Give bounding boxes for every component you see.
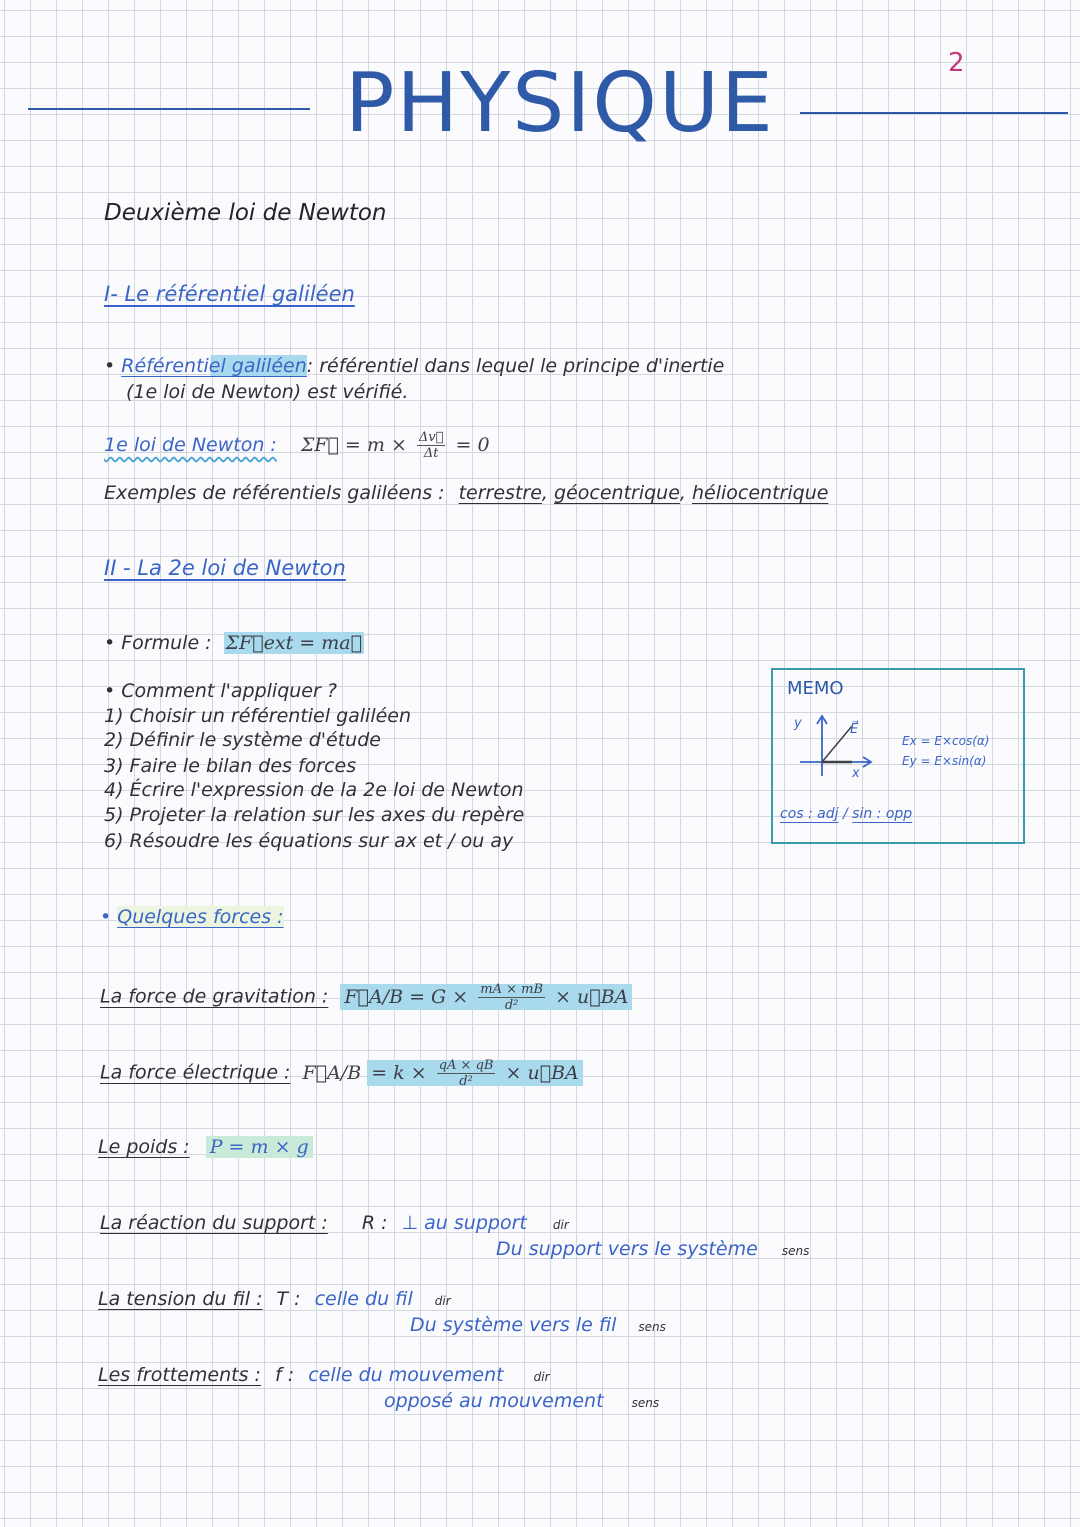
definition-line: • Référentiel galiléen: référentiel dans lequel le principe d'inertie <box>104 355 725 377</box>
electric-u: × u⃗BA <box>505 1061 579 1084</box>
first-law-fraction <box>417 430 446 461</box>
gravitation-den: d² <box>504 998 519 1013</box>
reaction-label: La réaction du support : <box>100 1212 328 1234</box>
weight-line <box>98 1136 313 1158</box>
tension-label: La tension du fil : <box>98 1288 263 1310</box>
tension-sense-line <box>410 1314 666 1336</box>
gravitation-u: × u⃗BA <box>555 985 629 1008</box>
title-rule-right <box>800 112 1068 114</box>
electric-k: = k × <box>371 1061 427 1084</box>
friction-label: Les frottements : <box>98 1364 261 1386</box>
electric-frac <box>437 1058 496 1089</box>
gravitation-lhs: F⃗A/B <box>344 985 404 1008</box>
friction-sense-line <box>384 1390 659 1412</box>
step-1: 1) Choisir un référentiel galiléen <box>104 705 412 727</box>
how-title-text: Comment l'appliquer ? <box>121 680 337 702</box>
reaction-dir: ⊥ au support <box>401 1212 527 1234</box>
example-heliocentrique: héliocentrique <box>692 482 829 504</box>
tension-dir: celle du fil <box>314 1288 413 1310</box>
gravitation-formula <box>340 982 632 1013</box>
friction-sense-tag: sens <box>631 1396 660 1410</box>
page-title: PHYSIQUE <box>345 56 775 151</box>
section2-heading: II - La 2e loi de Newton <box>104 556 346 580</box>
electric-label: La force électrique : <box>100 1061 291 1084</box>
reaction-symbol: R : <box>361 1212 388 1234</box>
electric-line <box>100 1058 583 1089</box>
step-5: 5) Projeter la relation sur les axes du repère <box>104 804 525 826</box>
title-rule-left <box>28 108 310 110</box>
tension-line <box>98 1288 451 1310</box>
memo-title: MEMO <box>787 678 844 699</box>
step-3: 3) Faire le bilan des forces <box>104 755 357 777</box>
first-law-line <box>104 430 490 461</box>
first-law-formula: ΣF⃗ = m × <box>300 434 407 456</box>
electric-den: d² <box>459 1074 473 1089</box>
first-law-label: 1e loi de Newton : <box>104 434 277 456</box>
memo-axes-diagram <box>790 712 880 778</box>
memo-trig: cos : adj / sin : opp <box>780 806 913 822</box>
reaction-sense: Du support vers le système <box>496 1238 758 1260</box>
examples-line: Exemples de référentiels galiléens : terrestre, géocentrique, héliocentrique <box>104 482 829 504</box>
friction-line <box>98 1364 550 1386</box>
electric-lhs: F⃗A/B <box>302 1061 362 1084</box>
reaction-dir-tag: dir <box>552 1218 569 1232</box>
memo-sin: sin : opp <box>852 806 913 822</box>
gravitation-num: mA × mB <box>480 982 544 997</box>
gravitation-line <box>100 982 632 1013</box>
memo-ex: Ex = E×cos(α) <box>902 734 990 748</box>
friction-symbol: f : <box>275 1364 295 1386</box>
formula-label: Formule : <box>121 632 212 654</box>
weight-label: Le poids : <box>98 1136 190 1158</box>
friction-sense: opposé au mouvement <box>384 1390 604 1412</box>
friction-dir-tag: dir <box>533 1370 550 1384</box>
reaction-sense-tag: sens <box>781 1244 810 1258</box>
example-terrestre: terrestre <box>458 482 542 504</box>
example-geocentrique: géocentrique <box>554 482 680 504</box>
memo-axis-x: x <box>852 766 860 781</box>
step-6: 6) Résoudre les équations sur ax et / ou ay <box>104 830 514 852</box>
electric-num: qA × qB <box>438 1058 494 1073</box>
memo-vector <box>822 726 852 762</box>
examples-label: Exemples de référentiels galiléens : <box>104 482 445 504</box>
tension-dir-tag: dir <box>434 1294 451 1308</box>
formula-newton2: ΣF⃗ext = ma⃗ <box>225 632 362 654</box>
tension-sense-tag: sens <box>638 1320 666 1334</box>
first-law-frac-den: Δt <box>423 446 439 461</box>
step-2: 2) Définir le système d'étude <box>104 729 381 751</box>
definition-line2: (1e loi de Newton) est vérifié. <box>126 381 409 403</box>
reaction-line <box>100 1212 569 1234</box>
memo-ey: Ey = E×sin(α) <box>902 754 987 768</box>
formula-line: • Formule : ΣF⃗ext = ma⃗ <box>104 632 362 654</box>
reaction-sense-line <box>496 1238 809 1260</box>
forces-title-text: Quelques forces : <box>117 906 284 928</box>
electric-formula <box>367 1058 583 1089</box>
gravitation-g: = G × <box>409 985 469 1008</box>
first-law-frac-num: Δv⃗ <box>418 430 444 445</box>
definition-term: Référentiel galiléen <box>121 355 307 377</box>
section1-heading: I- Le référentiel galiléen <box>104 282 355 306</box>
tension-symbol: T : <box>276 1288 301 1310</box>
gravitation-frac <box>478 982 545 1013</box>
first-law-end: = 0 <box>455 434 490 456</box>
page-number: 2 <box>948 48 965 78</box>
forces-title: • Quelques forces : <box>100 906 284 928</box>
chapter-title: Deuxième loi de Newton <box>104 200 387 226</box>
how-title: • Comment l'appliquer ? <box>104 680 337 702</box>
memo-cos: cos : adj <box>780 806 839 822</box>
step-4: 4) Écrire l'expression de la 2e loi de Newton <box>104 779 524 801</box>
tension-sense: Du système vers le fil <box>410 1314 617 1336</box>
friction-dir: celle du mouvement <box>308 1364 504 1386</box>
definition-text: : référentiel dans lequel le principe d'inertie <box>306 355 725 377</box>
gravitation-label: La force de gravitation : <box>100 985 329 1008</box>
memo-axis-y: y <box>794 716 802 731</box>
memo-vector-label: E⃗ <box>850 722 859 737</box>
weight-formula: P = m × g <box>206 1136 313 1158</box>
